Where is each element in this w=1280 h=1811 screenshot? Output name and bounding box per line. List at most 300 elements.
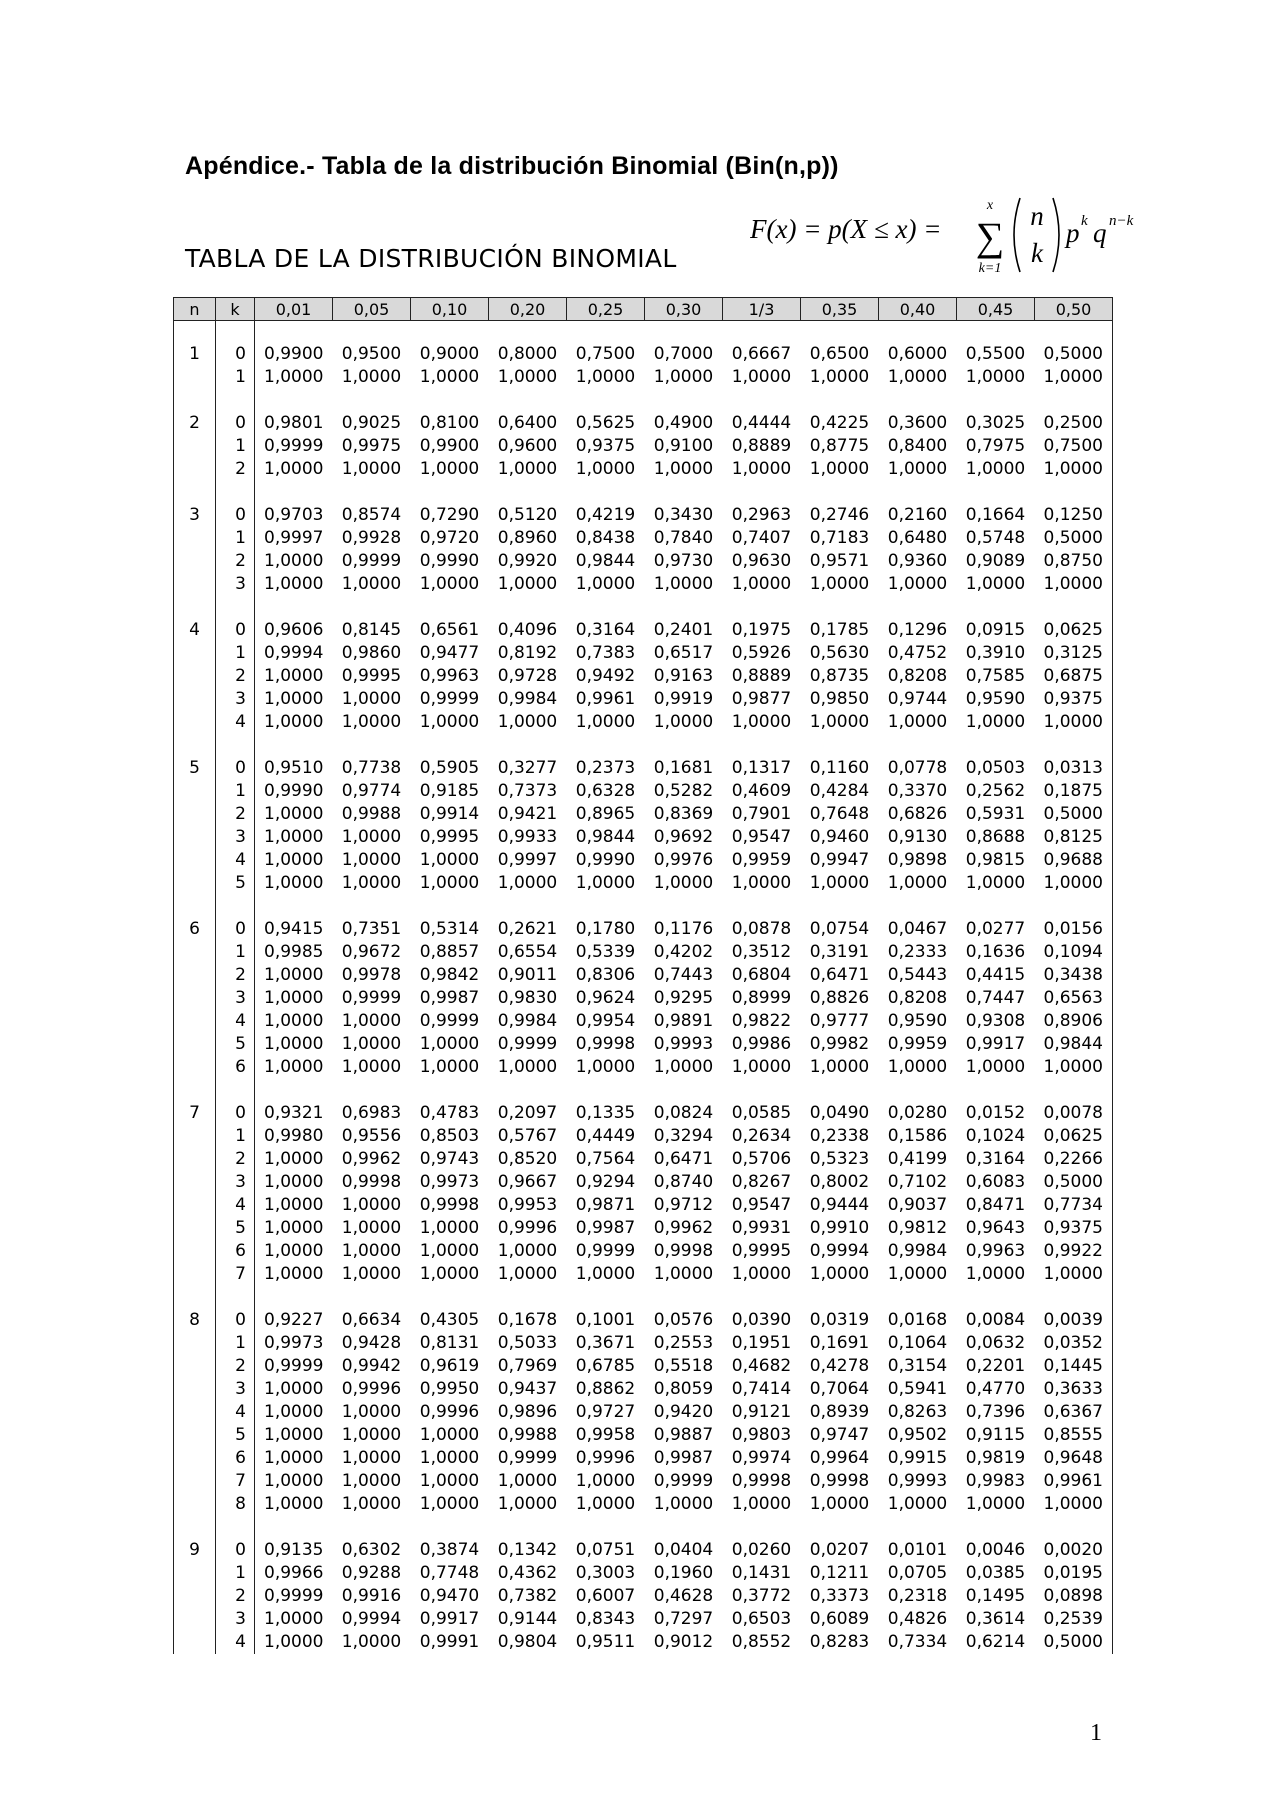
table-row	[174, 826, 1113, 849]
value-cell: 0,9121	[731, 1402, 792, 1422]
value-cell: 0,9958	[575, 1425, 636, 1445]
value-cell: 0,9928	[341, 528, 402, 548]
k-cell: 2	[216, 665, 255, 688]
value-cell: 0,9803	[731, 1425, 792, 1445]
value-cell: 0,9844	[575, 827, 636, 847]
value-cell: 1,0000	[1035, 711, 1113, 734]
value-cell: 0,1445	[1035, 1355, 1113, 1378]
value-cell: 0,5120	[497, 505, 558, 525]
value-cell: 1,0000	[965, 712, 1026, 732]
value-cell: 1,0000	[419, 1218, 480, 1238]
k-cell: 2	[216, 458, 255, 481]
n-cell	[174, 711, 216, 734]
formula-sum-upper: x	[986, 198, 994, 213]
spacer-cell	[216, 895, 255, 918]
n-cell	[174, 1125, 216, 1148]
spacer-cell	[255, 895, 333, 918]
spacer-cell	[174, 596, 216, 619]
table-row	[174, 1378, 1113, 1401]
n-cell: 4	[174, 619, 216, 642]
value-cell: 1,0000	[264, 1471, 324, 1491]
value-cell: 1,0000	[497, 1241, 558, 1261]
value-cell: 0,3294	[653, 1126, 714, 1146]
formula-binom-bottom: k	[1031, 238, 1043, 268]
value-cell: 0,9415	[264, 919, 324, 939]
value-cell: 1,0000	[419, 1494, 480, 1514]
spacer-row	[174, 596, 1113, 619]
table-row	[174, 1056, 1113, 1079]
formula-binom-top: n	[1030, 201, 1044, 231]
n-cell	[174, 1332, 216, 1355]
k-cell: 5	[216, 1424, 255, 1447]
header-p-6: 1/3	[723, 298, 801, 321]
value-cell: 0,9963	[419, 666, 480, 686]
k-cell: 3	[216, 573, 255, 596]
value-cell: 1,0000	[575, 1264, 636, 1284]
value-cell: 0,9920	[497, 551, 558, 571]
spacer-cell	[957, 1516, 1035, 1539]
spacer-cell	[1035, 895, 1113, 918]
table-header	[174, 298, 1113, 321]
table-row	[174, 527, 1113, 550]
value-cell: 1,0000	[264, 1609, 324, 1629]
value-cell: 0,9995	[731, 1241, 792, 1261]
value-cell: 0,3154	[887, 1356, 948, 1376]
k-cell: 2	[216, 964, 255, 987]
value-cell: 0,9703	[264, 505, 324, 525]
n-cell	[174, 688, 216, 711]
value-cell: 1,0000	[731, 459, 792, 479]
table-row	[174, 573, 1113, 596]
value-cell: 0,0915	[965, 620, 1026, 640]
value-cell: 0,7443	[653, 965, 714, 985]
spacer-cell	[411, 1286, 489, 1309]
value-cell: 0,6083	[965, 1172, 1026, 1192]
n-cell	[174, 987, 216, 1010]
spacer-cell	[879, 1079, 957, 1102]
value-cell: 0,9995	[419, 827, 480, 847]
value-cell: 0,9999	[264, 436, 324, 456]
value-cell: 0,7407	[731, 528, 792, 548]
value-cell: 1,0000	[419, 873, 480, 893]
table-row	[174, 1033, 1113, 1056]
value-cell: 0,0390	[731, 1310, 792, 1330]
value-cell: 0,1664	[965, 505, 1026, 525]
spacer-cell	[801, 895, 879, 918]
value-cell: 0,7734	[1035, 1194, 1113, 1217]
spacer-cell	[1035, 734, 1113, 757]
value-cell: 0,0277	[965, 919, 1026, 939]
value-cell: 0,4305	[419, 1310, 480, 1330]
value-cell: 0,6983	[341, 1103, 402, 1123]
value-cell: 1,0000	[497, 712, 558, 732]
k-cell: 1	[216, 780, 255, 803]
k-cell: 0	[216, 918, 255, 941]
n-cell	[174, 1401, 216, 1424]
spacer-cell	[723, 895, 801, 918]
value-cell: 0,0705	[887, 1563, 948, 1583]
k-cell: 2	[216, 1585, 255, 1608]
value-cell: 0,4444	[731, 413, 792, 433]
value-cell: 0,9294	[575, 1172, 636, 1192]
value-cell: 1,0000	[264, 1632, 324, 1652]
table-row	[174, 1171, 1113, 1194]
value-cell: 0,6875	[1035, 665, 1113, 688]
value-cell: 0,2338	[809, 1126, 870, 1146]
table-row	[174, 849, 1113, 872]
value-cell: 1,0000	[497, 873, 558, 893]
spacer-cell	[723, 596, 801, 619]
value-cell: 0,8283	[809, 1632, 870, 1652]
value-cell: 0,9988	[341, 804, 402, 824]
spacer-cell	[723, 1516, 801, 1539]
spacer-cell	[1035, 1286, 1113, 1309]
n-cell	[174, 1447, 216, 1470]
k-cell: 0	[216, 1539, 255, 1562]
k-cell: 6	[216, 1240, 255, 1263]
spacer-cell	[333, 596, 411, 619]
value-cell: 1,0000	[341, 1494, 402, 1514]
value-cell: 0,9804	[497, 1632, 558, 1652]
value-cell: 0,9953	[497, 1195, 558, 1215]
spacer-cell	[957, 389, 1035, 412]
spacer-cell	[255, 481, 333, 504]
spacer-cell	[1035, 1079, 1113, 1102]
spacer-cell	[333, 321, 411, 344]
value-cell: 0,5941	[887, 1379, 948, 1399]
value-cell: 0,0078	[1035, 1102, 1113, 1125]
header-row	[174, 298, 1113, 321]
value-cell: 0,4900	[653, 413, 714, 433]
table-row	[174, 780, 1113, 803]
value-cell: 1,0000	[653, 367, 714, 387]
value-cell: 0,9720	[419, 528, 480, 548]
spacer-row	[174, 734, 1113, 757]
value-cell: 0,1335	[575, 1103, 636, 1123]
value-cell: 0,9998	[341, 1172, 402, 1192]
n-cell	[174, 803, 216, 826]
spacer-cell	[216, 481, 255, 504]
value-cell: 0,6214	[965, 1632, 1026, 1652]
value-cell: 1,0000	[419, 1241, 480, 1261]
table-body	[174, 321, 1113, 1655]
spacer-cell	[567, 481, 645, 504]
spacer-cell	[957, 1286, 1035, 1309]
value-cell: 0,9590	[887, 1011, 948, 1031]
table-row	[174, 665, 1113, 688]
k-cell: 7	[216, 1470, 255, 1493]
value-cell: 0,6634	[341, 1310, 402, 1330]
spacer-cell	[255, 321, 333, 344]
n-cell	[174, 550, 216, 573]
k-cell: 3	[216, 1608, 255, 1631]
value-cell: 0,1495	[965, 1586, 1026, 1606]
value-cell: 0,8960	[497, 528, 558, 548]
spacer-cell	[567, 389, 645, 412]
table-row	[174, 1309, 1113, 1332]
value-cell: 0,6328	[575, 781, 636, 801]
value-cell: 0,0156	[1035, 918, 1113, 941]
value-cell: 1,0000	[965, 1494, 1026, 1514]
spacer-cell	[216, 1079, 255, 1102]
n-cell: 2	[174, 412, 216, 435]
value-cell: 0,8059	[653, 1379, 714, 1399]
value-cell: 0,7564	[575, 1149, 636, 1169]
value-cell: 0,9571	[809, 551, 870, 571]
spacer-cell	[174, 1286, 216, 1309]
value-cell: 0,0625	[1035, 1125, 1113, 1148]
spacer-cell	[801, 596, 879, 619]
value-cell: 0,9500	[341, 344, 402, 364]
spacer-cell	[255, 1079, 333, 1102]
value-cell: 0,6471	[653, 1149, 714, 1169]
value-cell: 0,8145	[341, 620, 402, 640]
k-cell: 4	[216, 1010, 255, 1033]
spacer-cell	[801, 481, 879, 504]
value-cell: 1,0000	[809, 1264, 870, 1284]
value-cell: 1,0000	[887, 367, 948, 387]
spacer-cell	[879, 481, 957, 504]
value-cell: 0,3614	[965, 1609, 1026, 1629]
spacer-cell	[801, 1079, 879, 1102]
value-cell: 0,7334	[887, 1632, 948, 1652]
value-cell: 0,4826	[887, 1609, 948, 1629]
value-cell: 0,9996	[341, 1379, 402, 1399]
value-cell: 0,6563	[1035, 987, 1113, 1010]
value-cell: 1,0000	[419, 459, 480, 479]
n-cell	[174, 1194, 216, 1217]
n-cell	[174, 527, 216, 550]
value-cell: 1,0000	[965, 1264, 1026, 1284]
value-cell: 0,9844	[1035, 1033, 1113, 1056]
spacer-cell	[333, 1286, 411, 1309]
value-cell: 1,0000	[264, 873, 324, 893]
formula-term-p-exp: k	[1081, 213, 1088, 229]
n-cell	[174, 780, 216, 803]
value-cell: 0,5926	[731, 643, 792, 663]
value-cell: 1,0000	[341, 1218, 402, 1238]
spacer-cell	[216, 1516, 255, 1539]
table-row	[174, 458, 1113, 481]
value-cell: 0,0313	[1035, 757, 1113, 780]
value-cell: 1,0000	[497, 1264, 558, 1284]
value-cell: 0,9630	[731, 551, 792, 571]
value-cell: 1,0000	[341, 712, 402, 732]
formula-sum-lower: k=1	[978, 261, 1002, 276]
value-cell: 0,1681	[653, 758, 714, 778]
value-cell: 1,0000	[264, 1034, 324, 1054]
table-row	[174, 1424, 1113, 1447]
value-cell: 0,9089	[965, 551, 1026, 571]
header-p-4: 0,25	[567, 298, 645, 321]
value-cell: 0,2634	[731, 1126, 792, 1146]
header-p-0: 0,01	[255, 298, 333, 321]
value-cell: 0,9547	[731, 1195, 792, 1215]
value-cell: 1,0000	[1035, 458, 1113, 481]
spacer-cell	[255, 734, 333, 757]
value-cell: 1,0000	[341, 1011, 402, 1031]
value-cell: 0,4202	[653, 942, 714, 962]
value-cell: 0,9421	[497, 804, 558, 824]
spacer-cell	[489, 389, 567, 412]
spacer-cell	[255, 596, 333, 619]
spacer-cell	[1035, 321, 1113, 344]
value-cell: 1,0000	[575, 873, 636, 893]
value-cell: 0,8000	[497, 344, 558, 364]
value-cell: 0,4415	[965, 965, 1026, 985]
value-cell: 0,1678	[497, 1310, 558, 1330]
value-cell: 1,0000	[731, 1494, 792, 1514]
header-p-9: 0,45	[957, 298, 1035, 321]
value-cell: 1,0000	[264, 1241, 324, 1261]
table-row	[174, 1010, 1113, 1033]
table-row	[174, 1631, 1113, 1654]
value-cell: 1,0000	[731, 574, 792, 594]
value-cell: 0,7290	[419, 505, 480, 525]
value-cell: 0,8826	[809, 988, 870, 1008]
value-cell: 1,0000	[497, 1494, 558, 1514]
spacer-cell	[567, 1516, 645, 1539]
value-cell: 1,0000	[575, 1471, 636, 1491]
value-cell: 0,0084	[965, 1310, 1026, 1330]
n-cell	[174, 1562, 216, 1585]
value-cell: 0,8889	[731, 666, 792, 686]
value-cell: 0,9994	[264, 643, 324, 663]
value-cell: 1,0000	[1035, 1263, 1113, 1286]
table-row	[174, 1539, 1113, 1562]
spacer-cell	[879, 1516, 957, 1539]
value-cell: 0,9842	[419, 965, 480, 985]
spacer-cell	[216, 1286, 255, 1309]
spacer-cell	[333, 481, 411, 504]
value-cell: 0,9025	[341, 413, 402, 433]
value-cell: 0,8862	[575, 1379, 636, 1399]
value-cell: 1,0000	[341, 367, 402, 387]
spacer-cell	[723, 481, 801, 504]
value-cell: 1,0000	[264, 1218, 324, 1238]
value-cell: 1,0000	[264, 1195, 324, 1215]
value-cell: 0,9815	[965, 850, 1026, 870]
value-cell: 0,0404	[653, 1540, 714, 1560]
value-cell: 0,2373	[575, 758, 636, 778]
n-cell	[174, 573, 216, 596]
value-cell: 0,2963	[731, 505, 792, 525]
value-cell: 0,1691	[809, 1333, 870, 1353]
value-cell: 0,9492	[575, 666, 636, 686]
table-row	[174, 872, 1113, 895]
value-cell: 0,3164	[575, 620, 636, 640]
value-cell: 0,7447	[965, 988, 1026, 1008]
value-cell: 0,2500	[1035, 412, 1113, 435]
formula-term-q: q	[1093, 218, 1107, 248]
value-cell: 0,8263	[887, 1402, 948, 1422]
value-cell: 1,0000	[887, 1494, 948, 1514]
value-cell: 0,9747	[809, 1425, 870, 1445]
value-cell: 1,0000	[419, 367, 480, 387]
value-cell: 0,9942	[341, 1356, 402, 1376]
value-cell: 0,9648	[1035, 1447, 1113, 1470]
value-cell: 0,1975	[731, 620, 792, 640]
spacer-cell	[411, 389, 489, 412]
value-cell: 0,8750	[1035, 550, 1113, 573]
spacer-cell	[723, 734, 801, 757]
value-cell: 0,5000	[1035, 1171, 1113, 1194]
value-cell: 0,9295	[653, 988, 714, 1008]
value-cell: 0,9975	[341, 436, 402, 456]
value-cell: 0,7585	[965, 666, 1026, 686]
value-cell: 1,0000	[264, 1264, 324, 1284]
value-cell: 1,0000	[1035, 1056, 1113, 1079]
value-cell: 0,5443	[887, 965, 948, 985]
value-cell: 0,4362	[497, 1563, 558, 1583]
value-cell: 0,8471	[965, 1195, 1026, 1215]
value-cell: 0,9999	[264, 1586, 324, 1606]
spacer-cell	[957, 1079, 1035, 1102]
n-cell	[174, 1240, 216, 1263]
value-cell: 1,0000	[965, 574, 1026, 594]
value-cell: 1,0000	[965, 873, 1026, 893]
spacer-cell	[174, 389, 216, 412]
value-cell: 0,9990	[419, 551, 480, 571]
value-cell: 0,9777	[809, 1011, 870, 1031]
value-cell: 0,4096	[497, 620, 558, 640]
value-cell: 0,9950	[419, 1379, 480, 1399]
k-cell: 7	[216, 1263, 255, 1286]
value-cell: 1,0000	[264, 804, 324, 824]
header-p-5: 0,30	[645, 298, 723, 321]
value-cell: 0,2553	[653, 1333, 714, 1353]
value-cell: 0,4752	[887, 643, 948, 663]
table-row	[174, 1240, 1113, 1263]
k-cell: 0	[216, 504, 255, 527]
value-cell: 1,0000	[341, 1448, 402, 1468]
spacer-cell	[489, 734, 567, 757]
spacer-cell	[333, 895, 411, 918]
value-cell: 1,0000	[264, 965, 324, 985]
k-cell: 1	[216, 1332, 255, 1355]
value-cell: 0,9844	[575, 551, 636, 571]
value-cell: 0,9999	[497, 1034, 558, 1054]
value-cell: 1,0000	[809, 459, 870, 479]
table-row	[174, 1332, 1113, 1355]
value-cell: 0,9511	[575, 1632, 636, 1652]
k-cell: 6	[216, 1056, 255, 1079]
value-cell: 0,9871	[575, 1195, 636, 1215]
appendix-title: Apéndice.- Tabla de la distribución Binomial (Bin(n,p))	[185, 152, 839, 180]
n-cell: 8	[174, 1309, 216, 1332]
value-cell: 0,1250	[1035, 504, 1113, 527]
value-cell: 0,7840	[653, 528, 714, 548]
value-cell: 0,9547	[731, 827, 792, 847]
value-cell: 0,8369	[653, 804, 714, 824]
value-cell: 0,9933	[497, 827, 558, 847]
value-cell: 1,0000	[653, 574, 714, 594]
value-cell: 0,6000	[887, 344, 948, 364]
value-cell: 1,0000	[264, 1011, 324, 1031]
value-cell: 1,0000	[419, 850, 480, 870]
value-cell: 1,0000	[575, 1494, 636, 1514]
value-cell: 1,0000	[264, 1448, 324, 1468]
value-cell: 1,0000	[809, 873, 870, 893]
spacer-cell	[174, 1079, 216, 1102]
value-cell: 0,0352	[1035, 1332, 1113, 1355]
value-cell: 0,8438	[575, 528, 636, 548]
value-cell: 0,0046	[965, 1540, 1026, 1560]
table-row	[174, 1608, 1113, 1631]
k-cell: 3	[216, 987, 255, 1010]
value-cell: 0,9227	[264, 1310, 324, 1330]
value-cell: 1,0000	[887, 574, 948, 594]
